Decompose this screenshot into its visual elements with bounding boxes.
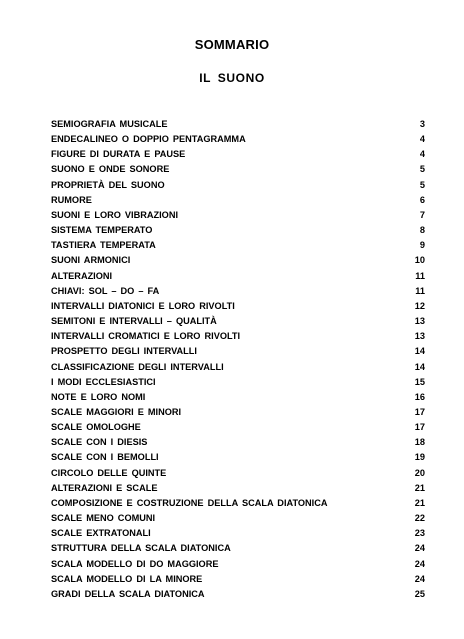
toc-entry-title: SISTEMA TEMPERATO — [51, 225, 153, 236]
toc-entry-title: SCALE MENO COMUNI — [51, 513, 156, 524]
toc-entry-page-number: 12 — [414, 300, 425, 311]
toc-entry-page-number: 14 — [414, 361, 425, 372]
toc-entry — [51, 132, 425, 147]
toc-entry — [51, 314, 425, 329]
toc-entry — [51, 269, 425, 284]
toc-entry-page-number: 5 — [419, 179, 425, 190]
toc-entry-page-number: 19 — [414, 452, 425, 463]
toc-entry-page-number: 6 — [419, 194, 425, 205]
toc-entry-page-number: 24 — [414, 573, 425, 584]
toc-entry-page-number: 3 — [419, 119, 425, 129]
toc-entry-page-number: 15 — [414, 376, 425, 387]
toc-entry — [51, 162, 425, 177]
toc-entry-title: I MODI ECCLESIASTICI — [51, 376, 156, 387]
toc-entry — [51, 223, 425, 238]
toc-entry-page-number: 21 — [414, 482, 425, 493]
toc-entry — [51, 450, 425, 465]
toc-entry-page-number: 4 — [419, 134, 425, 145]
table-of-contents — [51, 117, 425, 602]
toc-entry-page-number: 5 — [419, 164, 425, 175]
toc-entry — [51, 481, 425, 496]
toc-entry — [51, 344, 425, 359]
toc-entry-page-number: 21 — [414, 497, 425, 508]
toc-entry-title: SCALA MODELLO DI LA MINORE — [51, 573, 203, 584]
toc-entry-title: SCALE CON I BEMOLLI — [51, 452, 159, 463]
toc-entry — [51, 572, 425, 587]
toc-entry-title: STRUTTURA DELLA SCALA DIATONICA — [51, 543, 231, 554]
toc-entry-page-number: 20 — [414, 467, 425, 478]
toc-entry-title: PROSPETTO DEGLI INTERVALLI — [51, 346, 197, 357]
toc-entry — [51, 178, 425, 193]
toc-entry-title: FIGURE DI DURATA E PAUSE — [51, 149, 186, 160]
toc-entry-page-number: 13 — [414, 316, 425, 327]
toc-entry-title: SEMIOGRAFIA MUSICALE — [51, 119, 168, 129]
toc-entry-title: SUONI ARMONICI — [51, 255, 131, 266]
toc-entry-title: SCALE OMOLOGHE — [51, 422, 141, 433]
toc-entry-title: SCALE CON I DIESIS — [51, 437, 148, 448]
toc-entry-page-number: 4 — [419, 149, 425, 160]
toc-entry-title: TASTIERA TEMPERATA — [51, 240, 156, 251]
toc-entry-title: ALTERAZIONI E SCALE — [51, 482, 158, 493]
toc-entry-title: NOTE E LORO NOMI — [51, 391, 146, 402]
toc-entry-page-number: 18 — [414, 437, 425, 448]
toc-entry-title: CLASSIFICAZIONE DEGLI INTERVALLI — [51, 361, 224, 372]
toc-entry — [51, 405, 425, 420]
toc-entry — [51, 193, 425, 208]
page-title: SOMMARIO — [194, 37, 270, 52]
toc-entry-page-number: 8 — [419, 225, 425, 236]
toc-entry — [51, 557, 425, 572]
toc-entry-page-number: 22 — [414, 513, 425, 524]
toc-entry-title: RUMORE — [51, 194, 92, 205]
toc-entry — [51, 238, 425, 253]
toc-entry-title: INTERVALLI CROMATICI E LORO RIVOLTI — [51, 331, 241, 342]
toc-entry-title: SUONI E LORO VIBRAZIONI — [51, 209, 179, 220]
toc-entry — [51, 511, 425, 526]
toc-entry-page-number: 10 — [414, 255, 425, 266]
toc-entry-title: SUONO E ONDE SONORE — [51, 164, 170, 175]
toc-entry — [51, 147, 425, 162]
toc-entry — [51, 208, 425, 223]
toc-entry-page-number: 25 — [414, 588, 425, 599]
toc-entry-page-number: 9 — [419, 240, 425, 251]
toc-entry-title: ALTERAZIONI — [51, 270, 113, 281]
toc-entry — [51, 284, 425, 299]
toc-entry-page-number: 16 — [414, 391, 425, 402]
toc-entry-title: ENDECALINEO O DOPPIO PENTAGRAMMA — [51, 134, 246, 145]
toc-entry-page-number: 17 — [414, 406, 425, 417]
toc-entry-page-number: 11 — [415, 270, 425, 281]
toc-entry-page-number: 17 — [414, 422, 425, 433]
toc-entry — [51, 299, 425, 314]
toc-entry-title: GRADI DELLA SCALA DIATONICA — [51, 588, 205, 599]
toc-entry-title: SCALE EXTRATONALI — [51, 528, 151, 539]
toc-entry-title: CHIAVI: SOL – DO – FA — [51, 285, 160, 296]
toc-entry — [51, 360, 425, 375]
toc-entry — [51, 526, 425, 541]
toc-entry-page-number: 23 — [414, 528, 425, 539]
toc-entry — [51, 541, 425, 556]
toc-entry-page-number: 13 — [414, 331, 425, 342]
toc-entry — [51, 390, 425, 405]
toc-entry-page-number: 24 — [414, 558, 425, 569]
toc-entry-page-number: 11 — [415, 285, 425, 296]
toc-entry — [51, 420, 425, 435]
toc-entry — [51, 117, 425, 132]
toc-entry-title: COMPOSIZIONE E COSTRUZIONE DELLA SCALA DIATONICA — [51, 497, 328, 508]
toc-entry-page-number: 7 — [419, 209, 425, 220]
toc-entry-page-number: 14 — [414, 346, 425, 357]
toc-entry-title: SCALE MAGGIORI E MINORI — [51, 406, 182, 417]
toc-entry — [51, 587, 425, 602]
toc-entry-title: CIRCOLO DELLE QUINTE — [51, 467, 167, 478]
section-title: IL SUONO — [199, 71, 265, 85]
toc-entry — [51, 375, 425, 390]
toc-entry — [51, 496, 425, 511]
toc-entry — [51, 253, 425, 268]
toc-entry-title: SEMITONI E INTERVALLI – QUALITÀ — [51, 316, 217, 327]
toc-entry — [51, 435, 425, 450]
toc-entry-title: SCALA MODELLO DI DO MAGGIORE — [51, 558, 219, 569]
toc-entry-title: INTERVALLI DIATONICI E LORO RIVOLTI — [51, 300, 235, 311]
toc-entry — [51, 466, 425, 481]
toc-entry — [51, 329, 425, 344]
toc-entry-title: PROPRIETÀ DEL SUONO — [51, 179, 165, 190]
toc-entry-page-number: 24 — [414, 543, 425, 554]
